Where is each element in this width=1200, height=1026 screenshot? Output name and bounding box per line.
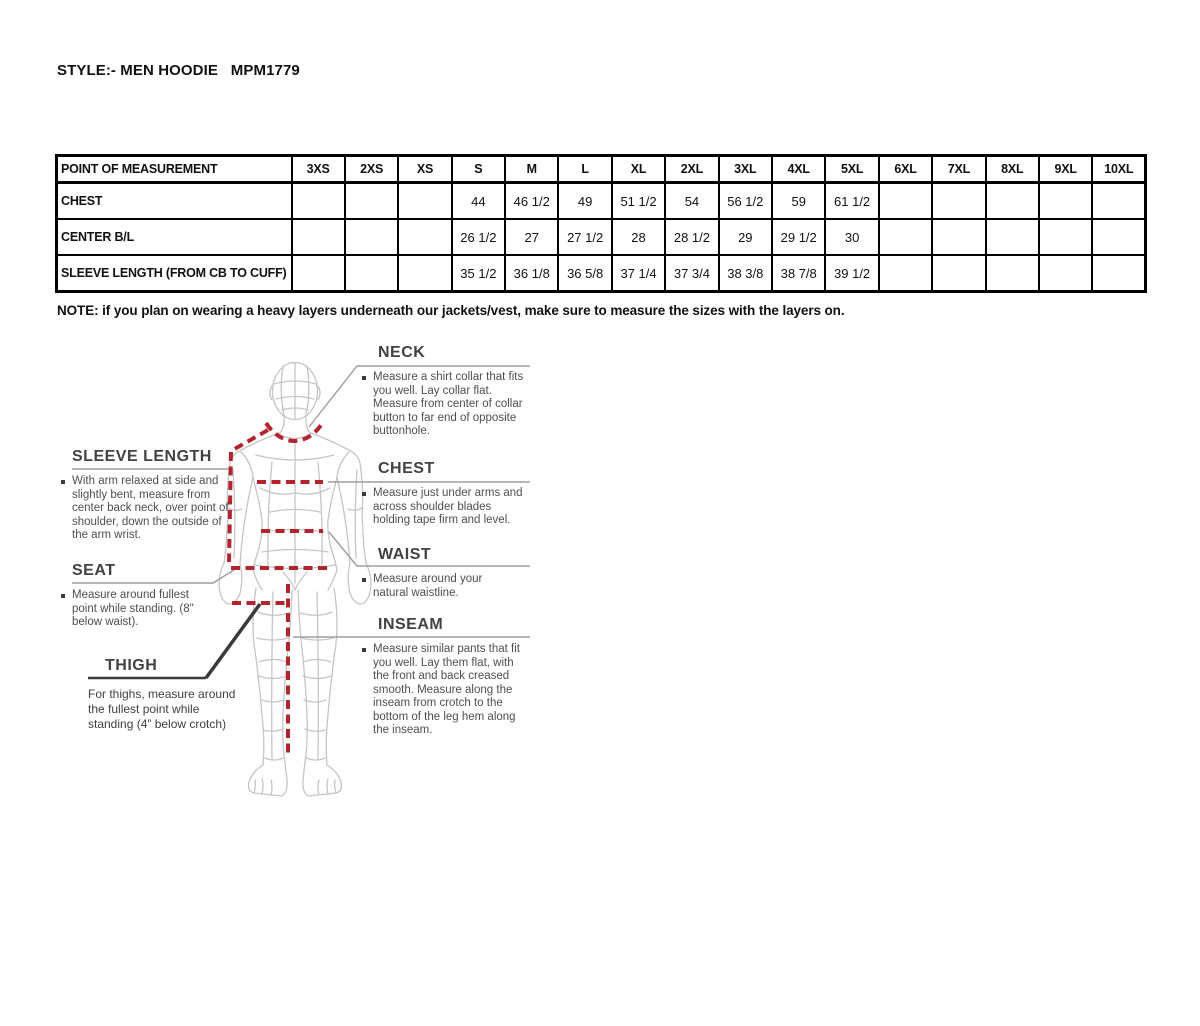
size-value-cell bbox=[986, 255, 1039, 292]
size-value-cell bbox=[345, 183, 398, 220]
size-value-cell bbox=[1092, 219, 1145, 255]
size-value-cell: 39 1/2 bbox=[825, 255, 878, 292]
size-value-cell: 37 3/4 bbox=[665, 255, 718, 292]
column-header-2xl: 2XL bbox=[665, 156, 718, 183]
guide-title-chest: CHEST bbox=[378, 460, 435, 477]
measurement-row bbox=[57, 183, 1146, 220]
size-value-cell bbox=[398, 255, 451, 292]
guide-text-thigh: For thighs, measure around the fullest point while standing (4” below crotch) bbox=[88, 687, 236, 731]
size-value-cell bbox=[1092, 255, 1145, 292]
column-header-7xl: 7XL bbox=[932, 156, 985, 183]
guide-text-seat: Measure around fullest point while standing. (8" below waist). bbox=[72, 589, 194, 628]
size-value-cell bbox=[292, 255, 345, 292]
guide-title-waist: WAIST bbox=[378, 546, 432, 563]
size-value-cell: 49 bbox=[558, 183, 611, 220]
size-value-cell: 28 bbox=[612, 219, 665, 255]
size-value-cell bbox=[879, 219, 932, 255]
guide-section-chest bbox=[362, 459, 528, 528]
size-value-cell bbox=[1092, 183, 1145, 220]
size-value-cell: 35 1/2 bbox=[452, 255, 505, 292]
size-value-cell: 26 1/2 bbox=[452, 219, 505, 255]
column-header-4xl: 4XL bbox=[772, 156, 825, 183]
column-header-9xl: 9XL bbox=[1039, 156, 1092, 183]
table-body bbox=[57, 183, 1146, 292]
column-header-5xl: 5XL bbox=[825, 156, 878, 183]
guide-section-inseam bbox=[362, 615, 525, 738]
measurement-row bbox=[57, 219, 1146, 255]
size-value-cell bbox=[1039, 183, 1092, 220]
measurement-row bbox=[57, 255, 1146, 292]
column-header-3xs: 3XS bbox=[292, 156, 345, 183]
size-value-cell: 27 bbox=[505, 219, 558, 255]
size-value-cell: 30 bbox=[825, 219, 878, 255]
size-value-cell: 38 7/8 bbox=[772, 255, 825, 292]
size-value-cell bbox=[932, 255, 985, 292]
column-header-3xl: 3XL bbox=[719, 156, 772, 183]
size-value-cell bbox=[1039, 255, 1092, 292]
column-header-8xl: 8XL bbox=[986, 156, 1039, 183]
body-wireframe-figure bbox=[219, 363, 371, 797]
size-value-cell bbox=[292, 183, 345, 220]
guide-section-sleeve-length bbox=[61, 447, 232, 543]
guide-section-thigh bbox=[61, 656, 238, 732]
size-value-cell: 36 1/8 bbox=[505, 255, 558, 292]
guide-text-chest: Measure just under arms and across shoulder blades holding tape firm and level. bbox=[373, 487, 523, 526]
size-value-cell bbox=[932, 183, 985, 220]
size-value-cell: 37 1/4 bbox=[612, 255, 665, 292]
neck-measure-line bbox=[266, 422, 323, 441]
size-value-cell: 27 1/2 bbox=[558, 219, 611, 255]
guide-title-neck: NECK bbox=[378, 344, 426, 361]
column-header-2xs: 2XS bbox=[345, 156, 398, 183]
page-title: STYLE:- MEN HOODIE MPM1779 bbox=[57, 62, 300, 79]
guide-title-seat: SEAT bbox=[72, 562, 116, 579]
size-value-cell: 29 1/2 bbox=[772, 219, 825, 255]
size-value-cell: 51 1/2 bbox=[612, 183, 665, 220]
size-value-cell bbox=[986, 219, 1039, 255]
row-label: SLEEVE LENGTH (FROM CB TO CUFF) bbox=[57, 255, 292, 292]
size-value-cell bbox=[932, 219, 985, 255]
guide-title-thigh: THIGH bbox=[105, 657, 158, 674]
guide-section-seat bbox=[61, 561, 210, 630]
size-value-cell: 28 1/2 bbox=[665, 219, 718, 255]
guide-text-sleeve-length: With arm relaxed at side and slightly bent, measure from center back neck, over point of shoulder, down the outside of the arm wrist. bbox=[72, 475, 229, 541]
square-bullet-icon bbox=[362, 492, 366, 496]
square-bullet-icon bbox=[362, 376, 366, 380]
size-value-cell: 54 bbox=[665, 183, 718, 220]
column-header-xl: XL bbox=[612, 156, 665, 183]
row-label: CENTER B/L bbox=[57, 219, 292, 255]
size-value-cell: 61 1/2 bbox=[825, 183, 878, 220]
size-value-cell bbox=[879, 255, 932, 292]
guide-section-waist bbox=[362, 545, 503, 600]
column-header-6xl: 6XL bbox=[879, 156, 932, 183]
size-value-cell: 56 1/2 bbox=[719, 183, 772, 220]
square-bullet-icon bbox=[61, 594, 65, 598]
table-header-row bbox=[57, 156, 1146, 183]
guide-text-waist: Measure around your natural waistline. bbox=[373, 573, 483, 599]
size-value-cell bbox=[292, 219, 345, 255]
size-value-cell bbox=[986, 183, 1039, 220]
column-header-xs: XS bbox=[398, 156, 451, 183]
column-header-m: M bbox=[505, 156, 558, 183]
row-label: CHEST bbox=[57, 183, 292, 220]
size-value-cell bbox=[879, 183, 932, 220]
size-chart-table bbox=[55, 154, 1147, 293]
size-value-cell: 29 bbox=[719, 219, 772, 255]
column-header-l: L bbox=[558, 156, 611, 183]
size-value-cell bbox=[1039, 219, 1092, 255]
size-value-cell bbox=[398, 183, 451, 220]
size-value-cell bbox=[345, 219, 398, 255]
note-text: NOTE: if you plan on wearing a heavy layers underneath our jackets/vest, make sure to measure the sizes with the layers on. bbox=[57, 303, 845, 318]
square-bullet-icon bbox=[61, 480, 65, 484]
size-value-cell bbox=[345, 255, 398, 292]
size-value-cell: 59 bbox=[772, 183, 825, 220]
column-header-s: S bbox=[452, 156, 505, 183]
square-bullet-icon bbox=[362, 578, 366, 582]
size-value-cell: 46 1/2 bbox=[505, 183, 558, 220]
column-header-10xl: 10XL bbox=[1092, 156, 1145, 183]
column-header-point-of-measurement: POINT OF MEASUREMENT bbox=[57, 156, 292, 183]
guide-text-inseam: Measure similar pants that fit you well. Lay them flat, with the front and back creased smooth. Measure along the inseam from crotch to the bottom of the leg hem along the inseam. bbox=[373, 643, 521, 736]
size-value-cell bbox=[398, 219, 451, 255]
guide-title-sleeve-length: SLEEVE LENGTH bbox=[72, 448, 212, 465]
guide-title-inseam: INSEAM bbox=[378, 616, 444, 633]
guide-section-neck bbox=[362, 343, 525, 439]
size-value-cell: 38 3/8 bbox=[719, 255, 772, 292]
sleeve-measure-line bbox=[229, 430, 268, 562]
square-bullet-icon bbox=[362, 648, 366, 652]
size-value-cell: 44 bbox=[452, 183, 505, 220]
size-value-cell: 36 5/8 bbox=[558, 255, 611, 292]
guide-text-neck: Measure a shirt collar that fits you well. Lay collar flat. Measure from center of collar button to far end of opposite buttonhole. bbox=[373, 371, 524, 437]
